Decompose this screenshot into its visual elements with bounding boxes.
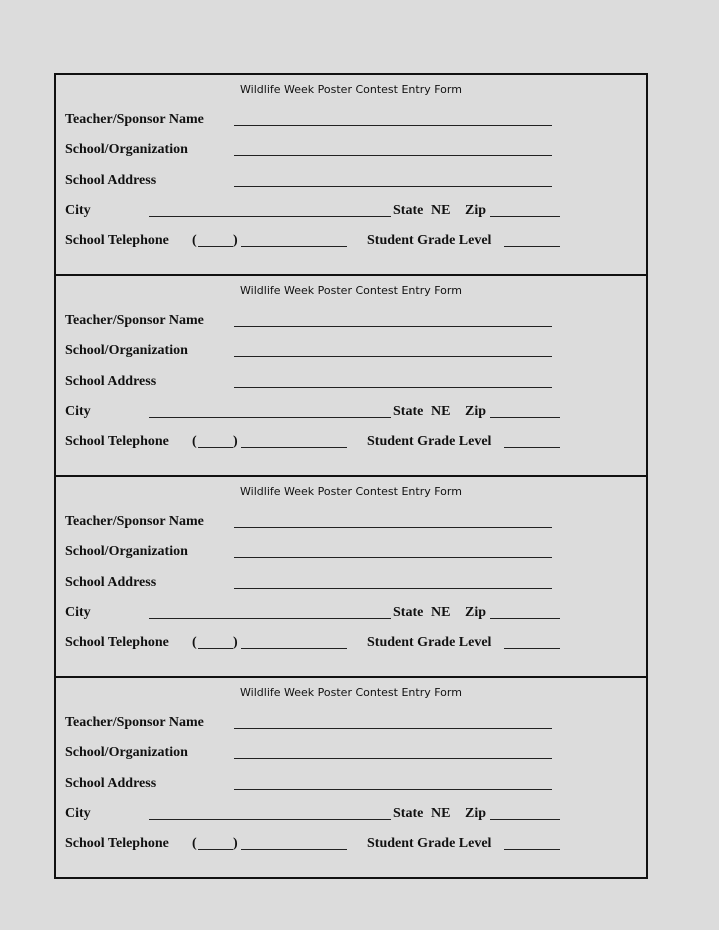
- area-code-field[interactable]: [198, 246, 233, 247]
- form-title: Wildlife Week Poster Contest Entry Form: [240, 284, 462, 297]
- school-organization-field[interactable]: [234, 356, 552, 357]
- school-address-field[interactable]: [234, 588, 552, 589]
- student-grade-level-field[interactable]: [504, 447, 560, 448]
- school-address-label: School Address: [65, 374, 157, 389]
- state-label: State: [393, 203, 424, 218]
- area-code-field[interactable]: [198, 648, 233, 649]
- area-code-open-paren: (: [192, 836, 197, 851]
- state-value: NE: [431, 404, 451, 419]
- teacher-sponsor-field[interactable]: [234, 527, 552, 528]
- zip-field[interactable]: [490, 216, 560, 217]
- school-telephone-label: School Telephone: [65, 434, 169, 449]
- student-grade-level-field[interactable]: [504, 849, 560, 850]
- form-title: Wildlife Week Poster Contest Entry Form: [240, 686, 462, 699]
- city-label: City: [65, 404, 91, 419]
- zip-field[interactable]: [490, 819, 560, 820]
- entry-form: [56, 75, 646, 276]
- school-address-label: School Address: [65, 575, 157, 590]
- state-label: State: [393, 404, 424, 419]
- teacher-sponsor-field[interactable]: [234, 326, 552, 327]
- city-field[interactable]: [149, 618, 391, 619]
- zip-field[interactable]: [490, 618, 560, 619]
- school-organization-label: School/Organization: [65, 343, 188, 358]
- student-grade-level-field[interactable]: [504, 246, 560, 247]
- school-telephone-label: School Telephone: [65, 635, 169, 650]
- school-address-field[interactable]: [234, 387, 552, 388]
- state-value: NE: [431, 203, 451, 218]
- state-value: NE: [431, 605, 451, 620]
- school-organization-field[interactable]: [234, 155, 552, 156]
- entry-form: [56, 276, 646, 477]
- area-code-field[interactable]: [198, 447, 233, 448]
- telephone-number-field[interactable]: [241, 447, 347, 448]
- telephone-number-field[interactable]: [241, 246, 347, 247]
- city-label: City: [65, 203, 91, 218]
- entry-forms-sheet: [54, 73, 648, 879]
- city-label: City: [65, 806, 91, 821]
- teacher-sponsor-label: Teacher/Sponsor Name: [65, 112, 204, 127]
- school-address-field[interactable]: [234, 186, 552, 187]
- student-grade-level-field[interactable]: [504, 648, 560, 649]
- area-code-close-paren: ): [233, 233, 238, 248]
- teacher-sponsor-field[interactable]: [234, 125, 552, 126]
- telephone-number-field[interactable]: [241, 849, 347, 850]
- student-grade-level-label: Student Grade Level: [367, 434, 492, 449]
- school-organization-label: School/Organization: [65, 142, 188, 157]
- zip-label: Zip: [465, 806, 487, 821]
- entry-form: [56, 477, 646, 678]
- school-telephone-label: School Telephone: [65, 836, 169, 851]
- state-label: State: [393, 605, 424, 620]
- city-label: City: [65, 605, 91, 620]
- student-grade-level-label: Student Grade Level: [367, 836, 492, 851]
- area-code-close-paren: ): [233, 635, 238, 650]
- city-field[interactable]: [149, 216, 391, 217]
- area-code-close-paren: ): [233, 434, 238, 449]
- school-organization-field[interactable]: [234, 758, 552, 759]
- zip-label: Zip: [465, 605, 487, 620]
- school-address-field[interactable]: [234, 789, 552, 790]
- school-address-label: School Address: [65, 776, 157, 791]
- form-title: Wildlife Week Poster Contest Entry Form: [240, 83, 462, 96]
- teacher-sponsor-label: Teacher/Sponsor Name: [65, 313, 204, 328]
- telephone-number-field[interactable]: [241, 648, 347, 649]
- student-grade-level-label: Student Grade Level: [367, 233, 492, 248]
- entry-form: [56, 678, 646, 880]
- state-label: State: [393, 806, 424, 821]
- student-grade-level-label: Student Grade Level: [367, 635, 492, 650]
- teacher-sponsor-field[interactable]: [234, 728, 552, 729]
- form-title: Wildlife Week Poster Contest Entry Form: [240, 485, 462, 498]
- school-organization-label: School/Organization: [65, 745, 188, 760]
- school-organization-field[interactable]: [234, 557, 552, 558]
- city-field[interactable]: [149, 417, 391, 418]
- zip-field[interactable]: [490, 417, 560, 418]
- area-code-open-paren: (: [192, 635, 197, 650]
- area-code-open-paren: (: [192, 233, 197, 248]
- city-field[interactable]: [149, 819, 391, 820]
- teacher-sponsor-label: Teacher/Sponsor Name: [65, 715, 204, 730]
- area-code-open-paren: (: [192, 434, 197, 449]
- area-code-field[interactable]: [198, 849, 233, 850]
- teacher-sponsor-label: Teacher/Sponsor Name: [65, 514, 204, 529]
- zip-label: Zip: [465, 404, 487, 419]
- school-address-label: School Address: [65, 173, 157, 188]
- school-telephone-label: School Telephone: [65, 233, 169, 248]
- state-value: NE: [431, 806, 451, 821]
- zip-label: Zip: [465, 203, 487, 218]
- area-code-close-paren: ): [233, 836, 238, 851]
- school-organization-label: School/Organization: [65, 544, 188, 559]
